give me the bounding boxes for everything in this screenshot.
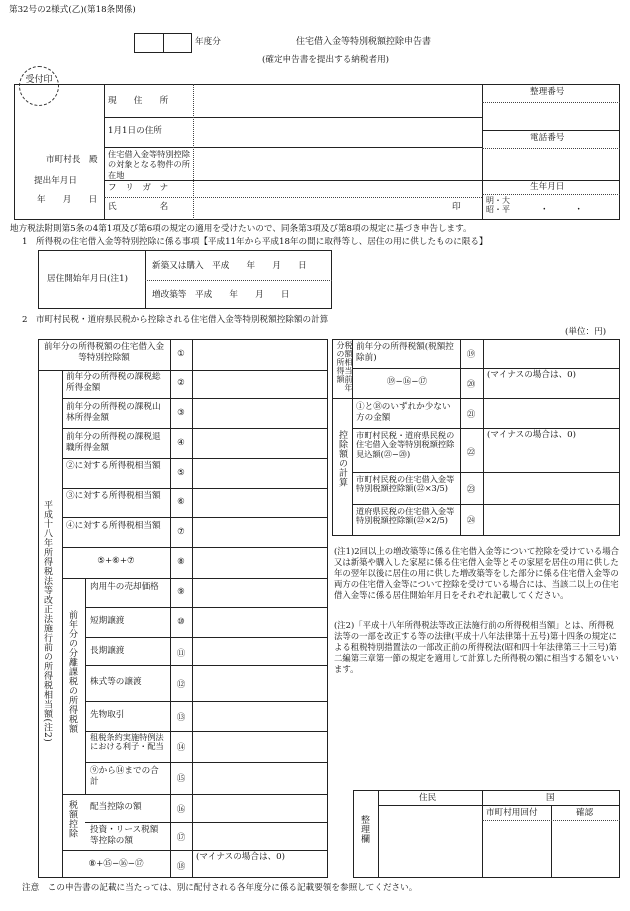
row-14-label: 租税条約実施特例法における利子・配当: [90, 732, 164, 752]
name-label: 氏 名: [108, 202, 169, 212]
row-22-minus-note: (マイナスの場合は、0): [487, 430, 577, 440]
row-20-label: ⑲−⑯−⑰: [386, 377, 428, 387]
new-build-date[interactable]: 新築又は購入 平成 年 月 日: [152, 261, 307, 271]
submitted-date-label: 提出年月日: [34, 176, 77, 186]
row-1-label: 前年分の所得税額の住宅借入金等特別控除額: [43, 342, 165, 363]
row-2-label: 前年分の所得税の課税総所得金額: [66, 372, 161, 393]
row-22-num: ㉒: [466, 448, 476, 458]
seiri-confirm: 確認: [576, 808, 594, 818]
row-13-label: 先物取引: [90, 710, 125, 720]
year-suffix: 年度分: [195, 37, 221, 47]
unit-label: (単位：円): [565, 327, 607, 337]
form-title: 住宅借入金等特別税額控除申告書: [296, 37, 432, 47]
intro-text: 地方税法附則第5条の4第1項及び第6項の規定の適用を受けたいので、同条第3項及び第8項の規定に基づき申告します。: [10, 224, 472, 234]
row-24-num: ㉔: [466, 516, 476, 526]
row-12-num: ⑫: [176, 680, 186, 690]
row-2-num: ②: [177, 378, 185, 388]
row-9-label: 肉用牛の売却価格: [90, 582, 159, 592]
row-6-num: ⑥: [177, 497, 185, 507]
submitted-date-parts[interactable]: 年 月 日: [37, 195, 98, 205]
row-22-label: 市町村民税・道府県民税の住宅借入金等特別税額控除見込額(㉑−⑳): [356, 430, 455, 459]
row-4-num: ④: [177, 438, 185, 448]
seal-mark: 印: [452, 202, 461, 212]
row-19-num: ⑲: [466, 350, 476, 360]
form-number: 第32号の2様式(乙)(第18条関係): [9, 5, 136, 15]
move-in-date-label: 居住開始年月日(注1): [47, 274, 128, 284]
left-vertical-heading: 平成十八年所得税法等改正法施行前の所得税相当額(注2): [42, 500, 52, 743]
row-8-num: ⑧: [177, 557, 185, 567]
row-21-num: ㉑: [466, 410, 476, 420]
row-8-label: ⑤+⑥+⑦: [97, 556, 135, 566]
left-amount-column[interactable]: [193, 340, 327, 877]
property-location-label: 住宅借入金等特別控除の対象となる物件の所在地: [108, 149, 190, 180]
row-10-label: 短期譲渡: [90, 616, 125, 626]
right-group1-vertical: 税額相当前年分の所得額: [336, 341, 353, 392]
furigana-label: フ リ ガ ナ: [108, 183, 169, 193]
note-2: (注2)「平成十八年所得税法等改正法施行前の所得税相当額」とは、所得税法等の一部を改正する等の法律(平成十八年法律第十五号)第十四条の規定による租税特別措置法の一部改正前の所得税法(昭和四十年法律第三十三号)第二編第三章第一節の規定を適用して計算した所得税の額に相当する額をいいます。: [334, 620, 619, 675]
row-11-num: ⑪: [176, 649, 186, 659]
row-16-label: 配当控除の額: [90, 802, 142, 812]
row-5-label: ②に対する所得税相当額: [66, 461, 161, 471]
row-17-num: ⑰: [176, 833, 186, 843]
mayor-label: 市町村長 殿: [46, 155, 98, 165]
row-10-num: ⑩: [177, 617, 185, 627]
era-options[interactable]: 明・大 昭・平: [486, 196, 510, 215]
row-3-num: ③: [177, 408, 185, 418]
reception-stamp: 受付印: [19, 66, 59, 106]
row-15-label: ⑨から⑭までの合計: [90, 766, 159, 787]
row-5-num: ⑤: [177, 468, 185, 478]
birthdate-label: 生年月日: [530, 182, 565, 192]
row-18-num: ⑱: [176, 862, 186, 872]
row-9-num: ⑨: [177, 587, 185, 597]
row-18-minus-note: (マイナスの場合は、0): [196, 852, 286, 862]
bunri-vertical-heading: 前年分の分離課税の所得税額: [67, 610, 77, 734]
row-12-label: 株式等の譲渡: [90, 677, 142, 687]
renovation-date[interactable]: 増改築等 平成 年 月 日: [152, 290, 290, 300]
seiri-box: [353, 790, 620, 878]
row-1-num: ①: [177, 349, 185, 359]
row-13-num: ⑬: [176, 713, 186, 723]
section1-title: 1 所得税の住宅借入金等特別控除に係る事項【平成11年から平成18年の間に取得等し、居住の用に供したものに限る】: [22, 237, 488, 247]
ref-number-label: 整理番号: [530, 87, 565, 97]
birthdate-dots: ・ ・: [540, 205, 583, 215]
seiri-jumin: 住民: [419, 793, 437, 803]
row-17-label: 投資・リース税額等控除の額: [90, 825, 159, 846]
form-subtitle: (確定申告書を提出する納税者用): [262, 55, 390, 65]
row-23-label: 市町村民税の住宅借入金等特別税額控除額(㉒×3/5): [356, 474, 455, 494]
zeigaku-vertical-heading: 税額控除: [67, 800, 77, 838]
row-7-label: ④に対する所得税相当額: [66, 521, 161, 531]
row-4-label: 前年分の所得税の課税退職所得金額: [66, 432, 161, 453]
section2-title: 2 市町村民税・道府県民税から控除される住宅借入金等特別税額控除額の計算: [22, 315, 329, 325]
row-20-minus-note: (マイナスの場合は、0): [487, 370, 577, 380]
phone-label: 電話番号: [530, 133, 565, 143]
right-group2-vertical: 控除額の計算: [337, 430, 347, 487]
row-6-label: ③に対する所得税相当額: [66, 491, 161, 501]
current-address-label: 現 住 所: [108, 96, 169, 106]
row-19-label: 前年分の所得税額(税額控除前): [356, 342, 454, 363]
note-1: (注1)2回以上の増改築等に係る住宅借入金等について控除を受けている場合又は新築や購入した家屋に係る住宅借入金等とその家屋を居住の用に供した年の翌年以後に居住の用に供した増改築等をした部分に係る住宅借入金等の両方の住宅借入金等について控除を受けている場合には、当該二以上の住宅借入金等に係る居住開始年月日をそれぞれ記載してください。: [334, 546, 620, 601]
row-24-label: 道府県民税の住宅借入金等特別税額控除額(㉒×2/5): [356, 506, 455, 526]
row-18-label: ⑧+⑮−⑯−⑰: [88, 859, 144, 869]
right-amount-column[interactable]: [484, 340, 619, 535]
row-23-num: ㉓: [466, 485, 476, 495]
row-11-label: 長期譲渡: [90, 646, 125, 656]
row-3-label: 前年分の所得税の課税山林所得金額: [66, 402, 161, 423]
seiri-received: 市町村用回付: [486, 808, 538, 818]
row-16-num: ⑯: [176, 805, 186, 815]
jan1-address-label: 1月1日の住所: [108, 126, 162, 136]
row-21-label: ①と⑱のいずれか少ない方の金額: [356, 402, 451, 423]
row-7-num: ⑦: [177, 527, 185, 537]
row-14-num: ⑭: [176, 743, 186, 753]
row-15-num: ⑮: [176, 774, 186, 784]
footer-note: 注意 この申告書の記載に当たっては、別に配付される各年度分に係る記載要領を参照してください。: [22, 883, 418, 893]
seiri-label: 整理欄: [359, 815, 369, 844]
row-20-num: ⑳: [466, 380, 476, 390]
seiri-kuni: 国: [546, 793, 555, 803]
